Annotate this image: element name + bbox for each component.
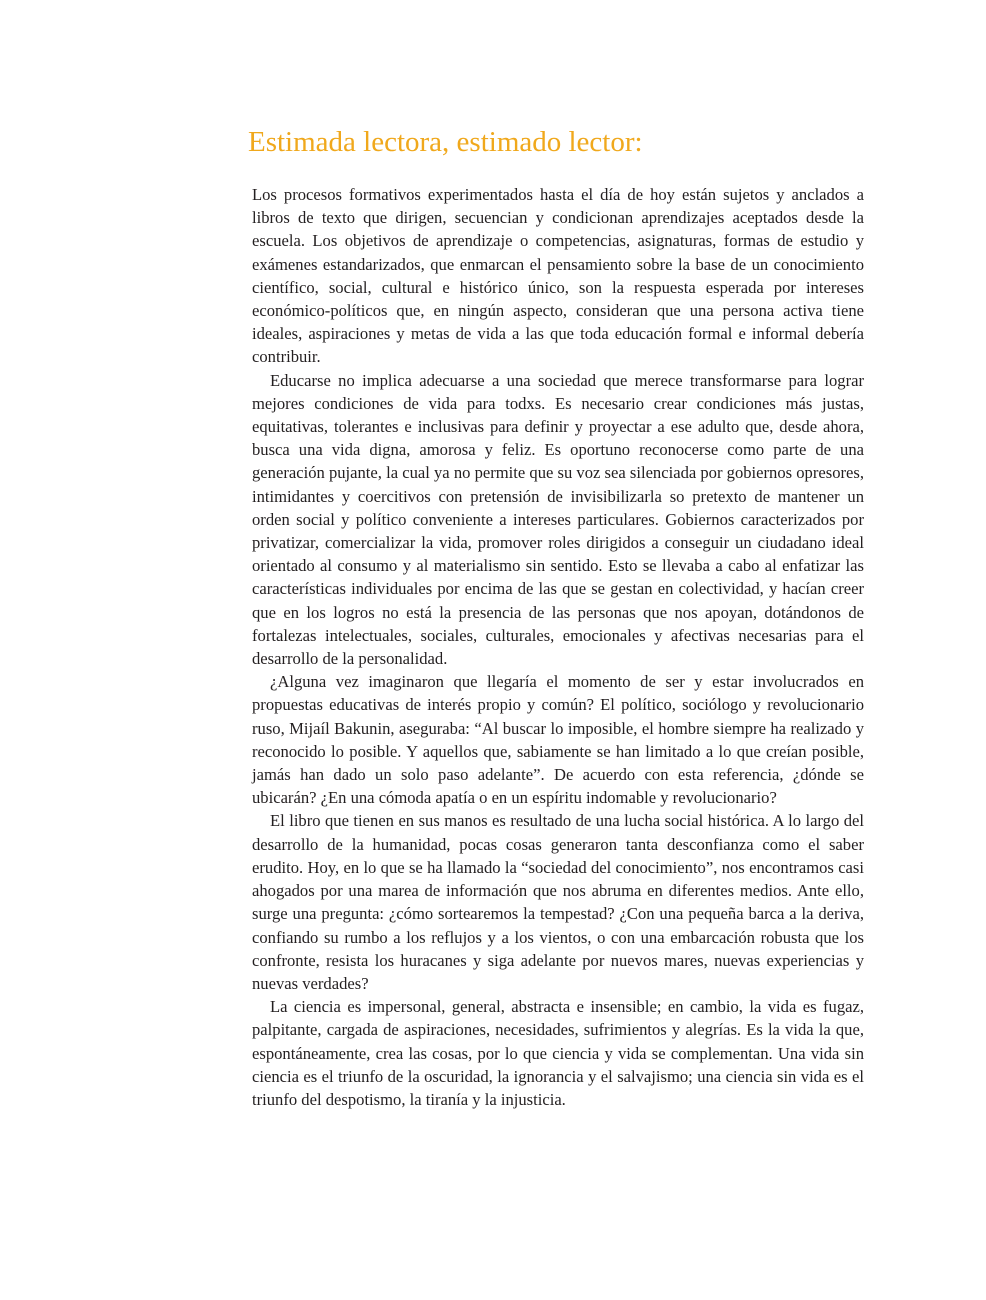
paragraph-1: Los procesos formativos experimentados hasta el día de hoy están sujetos y anclados a libros de texto que dirigen, secuencian y condicionan aprendizajes aceptados desde la escuela. Los objetivos de aprendizaje o competencias, asignaturas, formas de estudio y exámenes estandarizados, que enmarcan el pensamiento sobre la base de un conocimiento científico, social, cultural e histórico único, son la respuesta esperada por intereses económico-políticos que, en ningún aspecto, consideran que una persona activa tiene ideales, aspiraciones y metas de vida a las que toda educación formal e informal debería contribuir. (252, 185, 864, 367)
letter-body (252, 183, 864, 1111)
paragraph-4: El libro que tienen en sus manos es resultado de una lucha social histórica. A lo largo del desarrollo de la humanidad, pocas cosas generaron tanta desconfianza como el saber erudito. Hoy, en lo que se ha llamado la “sociedad del conocimiento”, nos encontramos casi ahogados por una marea de información que nos abruma en diferentes medios. Ante ello, surge una pregunta: ¿cómo sortearemos la tempestad? ¿Con una pequeña barca a la deriva, confiando su rumbo a los reflujos y a los vientos, o con una embarcación robusta que los confronte, resista los huracanes y siga adelante por nuevos mares, nuevas experiencias y nuevas verdades? (252, 811, 864, 993)
paragraph-2: Educarse no implica adecuarse a una sociedad que merece transformarse para lograr mejores condiciones de vida para todxs. Es necesario crear condiciones más justas, equitativas, tolerantes e inclusivas para definir y proyectar a ese adulto que, desde ahora, busca una vida digna, amorosa y feliz. Es oportuno reconocerse como parte de una generación pujante, la cual ya no permite que su voz sea silenciada por gobiernos opresores, intimidantes y coercitivos con pretensión de invisibilizarla so pretexto de mantener un orden social y político conveniente a intereses particulares. Gobiernos caracterizados por privatizar, comercializar la vida, promover roles dirigidos a conseguir un ciudadano ideal orientado al consumo y al materialismo sin sentido. Esto se llevaba a cabo al enfatizar las características individuales por encima de las que se gestan en colectividad, y hacían creer que en los logros no está la presencia de las personas que nos apoyan, dotándonos de fortalezas intelectuales, sociales, culturales, emocionales y afectivas necesarias para el desarrollo de la personalidad. (252, 370, 864, 669)
page-title: Estimada lectora, estimado lector: (248, 126, 643, 158)
paragraph-5: La ciencia es impersonal, general, abstracta e insensible; en cambio, la vida es fugaz, palpitante, cargada de aspiraciones, necesidades, sufrimientos y alegrías. Es la vida la que, espontáneamente, crea las cosas, por lo que ciencia y vida se complementan. Una vida sin ciencia es el triunfo de la oscuridad, la ignorancia y el salvajismo; una ciencia sin vida es el triunfo del despotismo, la tiranía y la injusticia. (252, 997, 864, 1109)
paragraph-3: ¿Alguna vez imaginaron que llegaría el momento de ser y estar involucrados en propuestas educativas de interés propio y común? El político, sociólogo y revolucionario ruso, Mijaíl Bakunin, aseguraba: “Al buscar lo imposible, el hombre siempre ha realizado y reconocido lo posible. Y aquellos que, sabiamente se han limitado a lo que creían posible, jamás han dado un solo paso adelante”. De acuerdo con esta referencia, ¿dónde se ubicarán? ¿En una cómoda apatía o en un espíritu indomable y revolucionario? (252, 672, 864, 808)
